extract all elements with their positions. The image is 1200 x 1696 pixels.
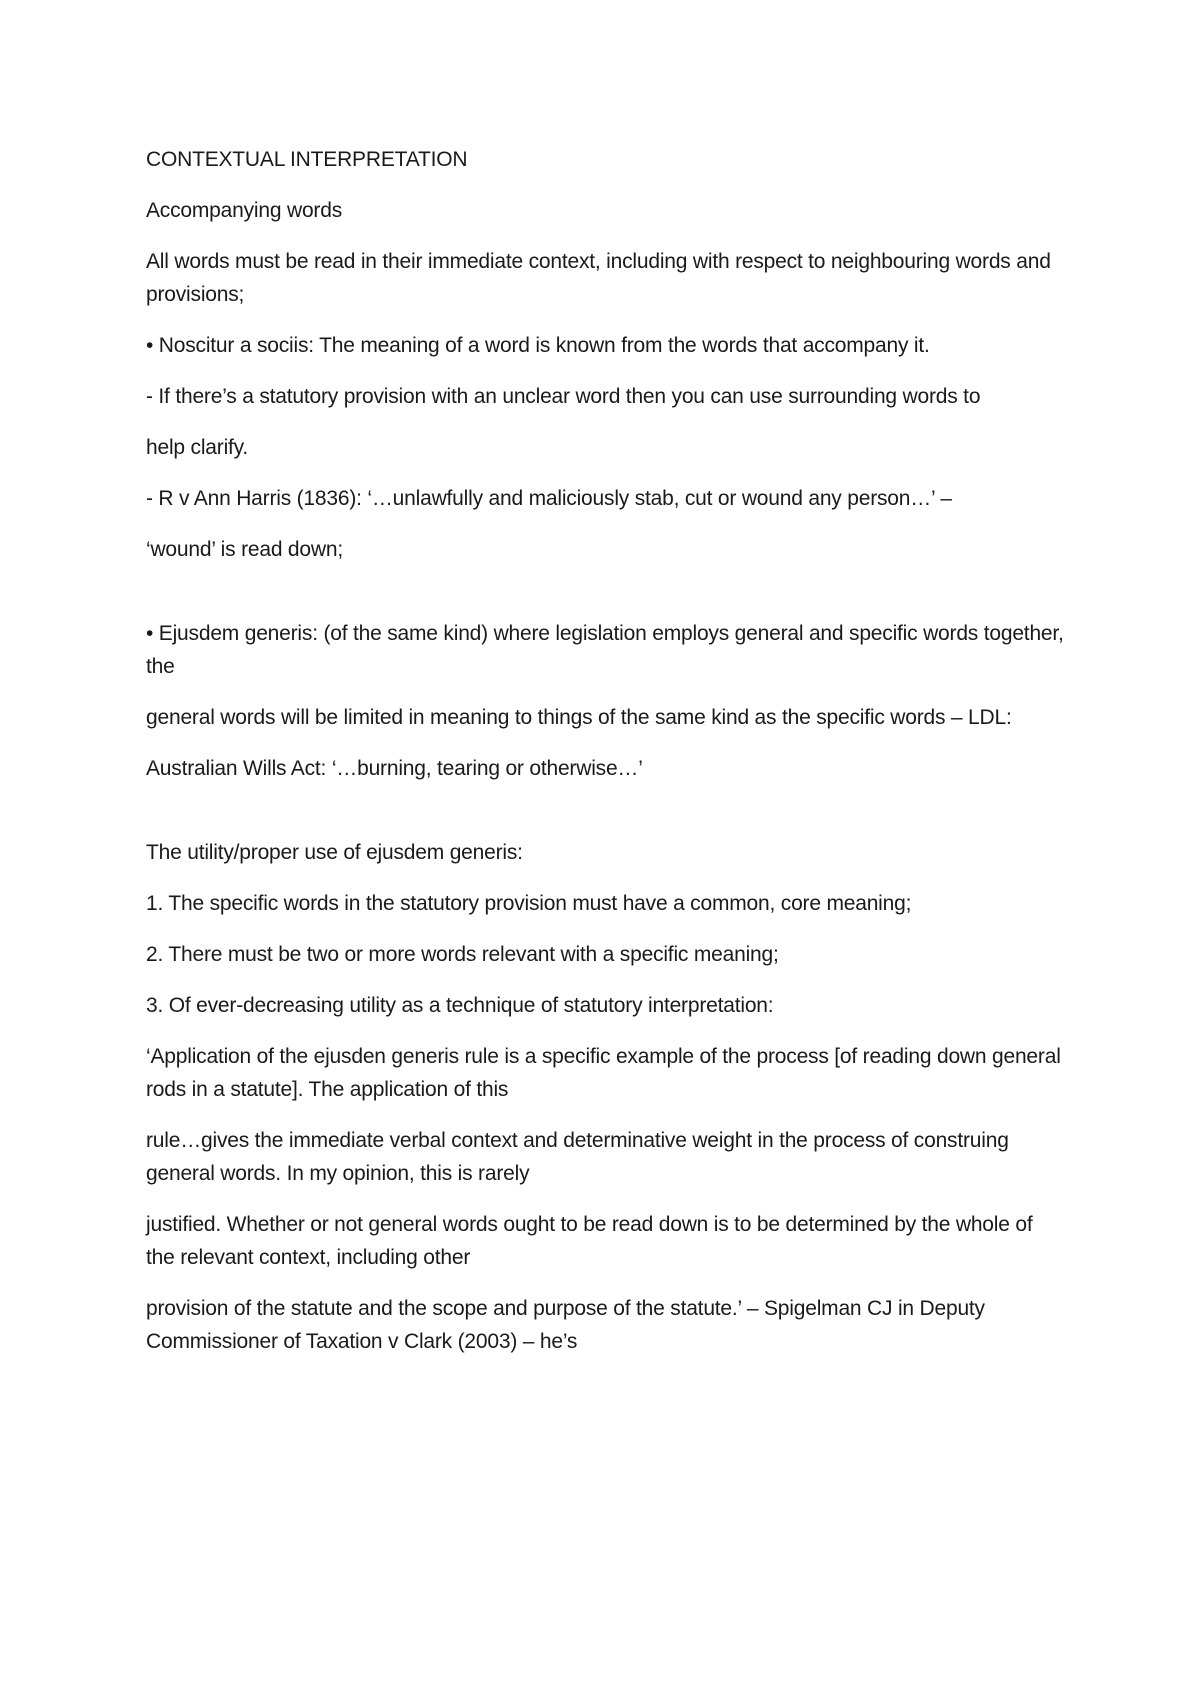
paragraph: ‘Application of the ejusden generis rule is a specific example of the process [of reading down general rods in a statute]. The application of this [146,1045,1061,1101]
paragraph: • Ejusdem generis: (of the same kind) where legislation employs general and specific words together, the [146,622,1064,678]
paragraph: - R v Ann Harris (1836): ‘…unlawfully and maliciously stab, cut or wound any person…’ – [146,487,952,510]
blank-line [146,803,1066,836]
blank-line [146,584,1066,617]
paragraph: Australian Wills Act: ‘…burning, tearing or otherwise…’ [146,757,643,780]
section-subheading: Accompanying words [146,199,342,222]
document-body [146,143,1066,1376]
paragraph: ‘wound’ is read down; [146,538,343,561]
paragraph: • Noscitur a sociis: The meaning of a word is known from the words that accompany it. [146,334,930,357]
paragraph: - If there’s a statutory provision with an unclear word then you can use surrounding words to [146,385,981,408]
paragraph: All words must be read in their immediate context, including with respect to neighbouring words and provisions; [146,250,1051,306]
paragraph: 1. The specific words in the statutory provision must have a common, core meaning; [146,892,912,915]
paragraph: 3. Of ever-decreasing utility as a technique of statutory interpretation: [146,994,774,1017]
paragraph: 2. There must be two or more words relevant with a specific meaning; [146,943,779,966]
paragraph: provision of the statute and the scope and purpose of the statute.’ – Spigelman CJ in Deputy Commissioner of Taxation v Clark (2003) – he’s [146,1297,985,1353]
paragraph: justified. Whether or not general words ought to be read down is to be determined by the whole of the relevant context, including other [146,1213,1033,1269]
document-heading: CONTEXTUAL INTERPRETATION [146,148,468,171]
paragraph: The utility/proper use of ejusdem generis: [146,841,523,864]
paragraph: rule…gives the immediate verbal context and determinative weight in the process of construing general words. In my opinion, this is rarely [146,1129,1009,1185]
paragraph: help clarify. [146,436,249,459]
paragraph: general words will be limited in meaning to things of the same kind as the specific words – LDL: [146,706,1012,729]
